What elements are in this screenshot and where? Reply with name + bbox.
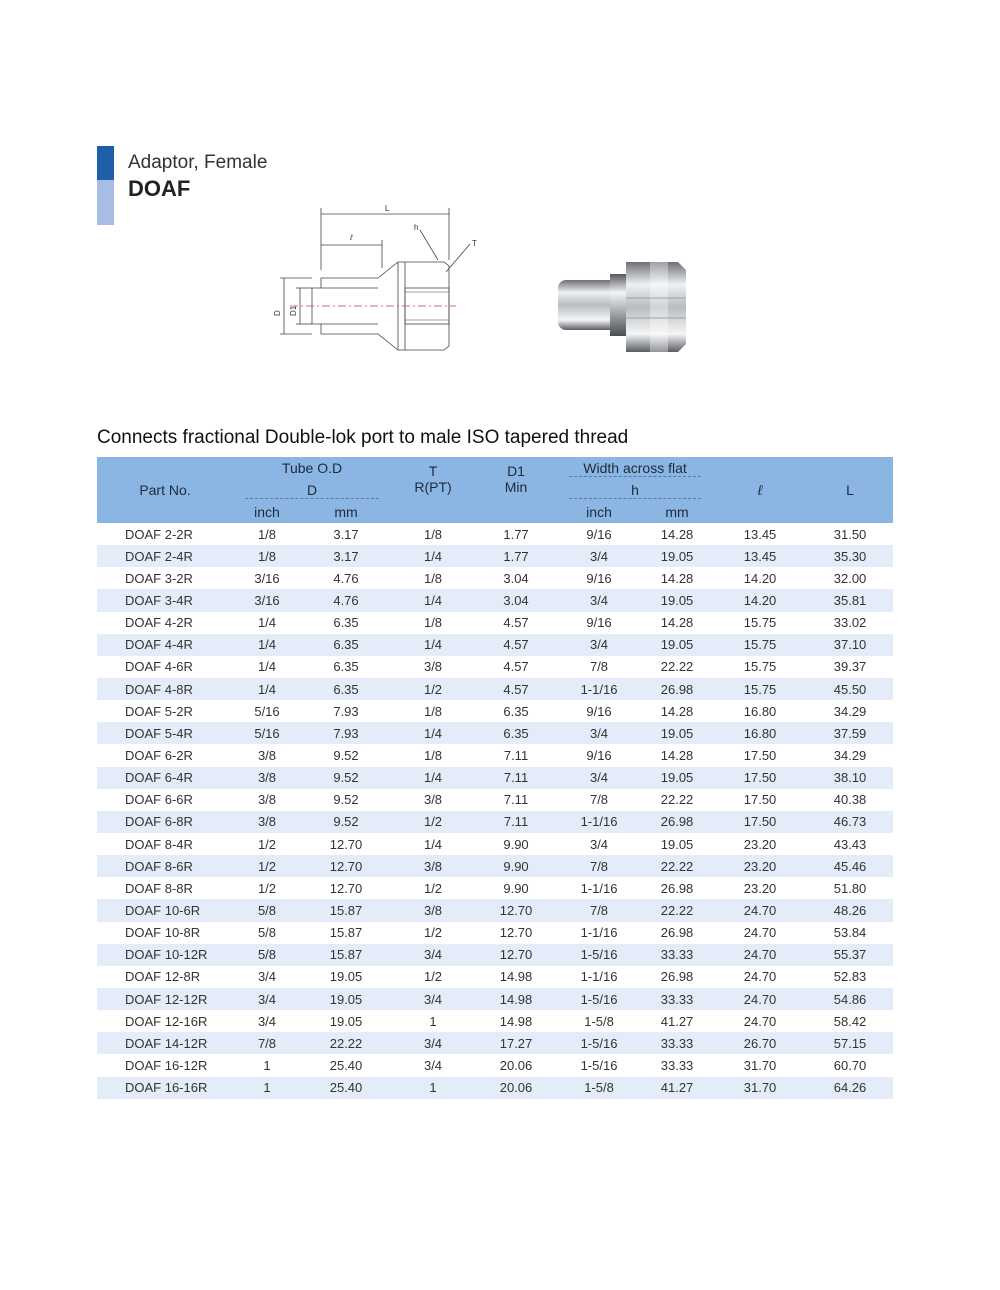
table-cell: 3.04 xyxy=(475,589,557,611)
table-cell: 1/4 xyxy=(257,615,277,631)
table-cell: 19.05 xyxy=(641,722,713,744)
header-tube-od: Tube O.D xyxy=(233,457,391,479)
table-row xyxy=(97,944,893,966)
table-cell: 24.70 xyxy=(713,988,807,1010)
table-cell: 41.27 xyxy=(660,1013,694,1029)
table-cell: 12.70 xyxy=(475,899,557,921)
table-cell: DOAF 5-2R xyxy=(125,703,193,719)
dim-l-label: ℓ xyxy=(350,233,353,242)
table-cell: 17.50 xyxy=(713,811,807,833)
table-cell: 23.20 xyxy=(743,880,777,896)
table-row xyxy=(97,589,893,611)
dim-T-label: T xyxy=(472,239,477,248)
table-cell: 4.57 xyxy=(503,615,529,631)
table-cell: 12.70 xyxy=(329,880,363,896)
table-cell: 37.59 xyxy=(807,722,893,744)
table-cell: DOAF 6-6R xyxy=(125,792,193,808)
table-row xyxy=(97,634,893,656)
table-cell: 5/8 xyxy=(257,925,277,941)
table-cell: 26.98 xyxy=(660,969,694,985)
table-cell: DOAF 16-12R xyxy=(125,1057,208,1073)
table-cell: DOAF 8-6R xyxy=(97,855,233,877)
table-cell: 4.57 xyxy=(503,659,529,675)
table-cell: 33.33 xyxy=(660,1057,694,1073)
header-inch: inch xyxy=(233,501,301,523)
table-cell: 24.70 xyxy=(743,925,777,941)
header-h: h xyxy=(557,479,713,501)
table-cell: 31.70 xyxy=(713,1077,807,1099)
table-cell: 1/4 xyxy=(257,659,277,675)
table-cell: 3/4 xyxy=(423,1057,443,1073)
table-row xyxy=(97,1077,893,1099)
table-cell: 31.70 xyxy=(743,1057,777,1073)
table-cell: 1-5/16 xyxy=(580,1057,618,1073)
table-cell: 14.28 xyxy=(660,615,694,631)
header-part-no: Part No. xyxy=(97,457,233,523)
table-cell: 23.20 xyxy=(743,836,777,852)
table-cell: 6.35 xyxy=(503,703,529,719)
table-cell: 6.35 xyxy=(301,634,391,656)
table-cell: 40.38 xyxy=(833,792,867,808)
table-cell: 4.57 xyxy=(475,678,557,700)
table-cell: 37.10 xyxy=(807,634,893,656)
table-cell: 6.35 xyxy=(333,615,359,631)
table-cell: 33.33 xyxy=(641,988,713,1010)
table-cell: 22.22 xyxy=(641,899,713,921)
table-cell: 1/8 xyxy=(423,703,443,719)
table-cell: 14.20 xyxy=(713,589,807,611)
table-cell: 3/4 xyxy=(391,944,475,966)
table-cell: DOAF 12-8R xyxy=(125,969,201,985)
table-cell: 14.98 xyxy=(475,988,557,1010)
table-cell: 3/8 xyxy=(423,659,443,675)
table-row xyxy=(97,612,893,634)
table-cell: 6.35 xyxy=(301,678,391,700)
table-cell: 1/4 xyxy=(233,678,301,700)
table-cell: 33.33 xyxy=(641,944,713,966)
table-cell: 34.29 xyxy=(833,747,867,763)
table-row xyxy=(97,567,893,589)
table-cell: DOAF 12-16R xyxy=(125,1013,208,1029)
table-cell: 45.46 xyxy=(807,855,893,877)
table-cell: 15.75 xyxy=(713,678,807,700)
table-row xyxy=(97,767,893,789)
table-cell: 12.70 xyxy=(475,944,557,966)
dim-D-label: D xyxy=(273,310,282,316)
table-cell: 39.37 xyxy=(833,659,867,675)
table-cell: 3/4 xyxy=(557,634,641,656)
table-cell: 3/4 xyxy=(257,1013,277,1029)
table-cell: 23.20 xyxy=(713,855,807,877)
table-cell: 16.80 xyxy=(713,722,807,744)
table-row xyxy=(97,988,893,1010)
table-cell: 9.52 xyxy=(301,767,391,789)
table-cell: 3/4 xyxy=(557,767,641,789)
table-cell: 1/8 xyxy=(423,570,443,586)
table-cell: 1/8 xyxy=(423,747,443,763)
table-row xyxy=(97,678,893,700)
table-row xyxy=(97,545,893,567)
table-cell: 43.43 xyxy=(833,836,867,852)
table-cell: 25.40 xyxy=(301,1077,391,1099)
table-cell: 4.57 xyxy=(475,634,557,656)
table-cell: DOAF 10-6R xyxy=(97,899,233,921)
table-cell: 3/4 xyxy=(557,545,641,567)
header-mm-h: mm xyxy=(641,501,713,523)
title-accent-bar xyxy=(97,146,114,180)
table-cell: 33.02 xyxy=(833,615,867,631)
table-cell: 20.06 xyxy=(499,1057,533,1073)
table-cell: 25.40 xyxy=(329,1057,363,1073)
table-cell: 19.05 xyxy=(641,634,713,656)
header-mm: mm xyxy=(301,501,391,523)
table-cell: 6.35 xyxy=(333,659,359,675)
table-cell: DOAF 4-4R xyxy=(97,634,233,656)
table-cell: 15.87 xyxy=(301,944,391,966)
technical-drawing xyxy=(260,200,490,360)
table-cell: 15.75 xyxy=(743,659,777,675)
table-caption: Connects fractional Double-lok port to male ISO tapered thread xyxy=(97,427,629,448)
table-cell: 57.15 xyxy=(807,1032,893,1054)
table-row xyxy=(97,922,893,944)
header-width-across-flat: Width across flat xyxy=(557,457,713,479)
table-cell: 9.90 xyxy=(475,855,557,877)
table-cell: 9/16 xyxy=(586,747,612,763)
product-title: DOAF xyxy=(128,176,191,201)
table-cell: 35.30 xyxy=(807,545,893,567)
table-cell: 1/2 xyxy=(391,811,475,833)
table-cell: DOAF 2-2R xyxy=(125,526,193,542)
table-cell: 4.76 xyxy=(301,589,391,611)
header-l-small: ℓ xyxy=(713,457,807,523)
table-cell: DOAF 3-2R xyxy=(125,570,193,586)
table-cell: 9.52 xyxy=(333,792,359,808)
table-cell: 1/4 xyxy=(391,589,475,611)
table-cell: 1-5/16 xyxy=(557,988,641,1010)
table-row xyxy=(97,1010,893,1032)
table-cell: 1-1/16 xyxy=(557,678,641,700)
table-cell: DOAF 12-12R xyxy=(97,988,233,1010)
table-row xyxy=(97,855,893,877)
table-cell: 9/16 xyxy=(586,526,612,542)
table-cell: 26.98 xyxy=(641,811,713,833)
table-cell: 1 xyxy=(263,1057,271,1073)
table-cell: 15.75 xyxy=(713,634,807,656)
table-cell: 1/4 xyxy=(391,722,475,744)
table-cell: DOAF 16-16R xyxy=(97,1077,233,1099)
table-cell: 33.33 xyxy=(641,1032,713,1054)
table-cell: 7.11 xyxy=(503,792,529,808)
table-cell: 51.80 xyxy=(833,880,867,896)
table-cell: 15.87 xyxy=(301,899,391,921)
header-L: L xyxy=(807,457,893,523)
table-cell: 1.77 xyxy=(475,545,557,567)
dim-h-label: h xyxy=(414,223,419,232)
table-cell: 48.26 xyxy=(807,899,893,921)
table-cell: 3/4 xyxy=(557,589,641,611)
table-cell: 58.42 xyxy=(833,1013,867,1029)
table-cell: 1/4 xyxy=(391,767,475,789)
table-cell: 52.83 xyxy=(833,969,867,985)
table-row xyxy=(97,833,893,855)
table-row xyxy=(97,877,893,899)
table-row xyxy=(97,899,893,921)
table-cell: 7/8 xyxy=(589,659,609,675)
table-cell: DOAF 6-2R xyxy=(125,747,193,763)
table-cell: 19.05 xyxy=(641,767,713,789)
table-cell: 3/8 xyxy=(233,811,301,833)
table-cell: 9/16 xyxy=(586,570,612,586)
table-cell: 7/8 xyxy=(589,792,609,808)
header-inch-h: inch xyxy=(557,501,641,523)
table-cell: 26.98 xyxy=(641,678,713,700)
table-cell: 1/4 xyxy=(423,836,443,852)
table-cell: 1-5/8 xyxy=(557,1077,641,1099)
table-cell: 1/2 xyxy=(423,969,443,985)
table-cell: 1/4 xyxy=(391,634,475,656)
table-cell: 12.70 xyxy=(499,925,533,941)
table-cell: DOAF 4-8R xyxy=(97,678,233,700)
table-row xyxy=(97,811,893,833)
table-cell: 38.10 xyxy=(807,767,893,789)
table-row xyxy=(97,1054,893,1076)
dim-L-label: L xyxy=(385,204,390,213)
table-cell: 1 xyxy=(429,1013,437,1029)
table-cell: 17.50 xyxy=(713,767,807,789)
table-cell: DOAF 8-8R xyxy=(125,880,193,896)
table-cell: 3/8 xyxy=(391,855,475,877)
table-cell: 4.76 xyxy=(333,570,359,586)
table-cell: 7/8 xyxy=(557,899,641,921)
table-cell: 45.50 xyxy=(807,678,893,700)
header-d: D xyxy=(233,479,391,501)
table-cell: 3.04 xyxy=(503,570,529,586)
table-cell: 1-5/16 xyxy=(557,944,641,966)
table-cell: 32.00 xyxy=(833,570,867,586)
table-cell: 64.26 xyxy=(807,1077,893,1099)
table-cell: 1/2 xyxy=(423,925,443,941)
table-row xyxy=(97,656,893,678)
table-cell: 26.98 xyxy=(660,880,694,896)
table-cell: 17.50 xyxy=(743,792,777,808)
table-cell: 19.05 xyxy=(301,988,391,1010)
table-cell: 3/4 xyxy=(557,722,641,744)
table-row xyxy=(97,744,893,766)
spec-table-body xyxy=(97,523,893,1099)
table-cell: 35.81 xyxy=(807,589,893,611)
table-cell: 17.50 xyxy=(743,747,777,763)
table-cell: 9/16 xyxy=(586,615,612,631)
table-cell: 19.05 xyxy=(641,589,713,611)
table-cell: 14.28 xyxy=(660,526,694,542)
table-cell: 26.70 xyxy=(713,1032,807,1054)
table-cell: 24.70 xyxy=(713,899,807,921)
table-cell: 46.73 xyxy=(807,811,893,833)
table-cell: 15.87 xyxy=(329,925,363,941)
table-cell: 1-1/16 xyxy=(580,969,618,985)
table-cell: 22.22 xyxy=(660,792,694,808)
table-cell: 20.06 xyxy=(475,1077,557,1099)
table-cell: 55.37 xyxy=(807,944,893,966)
table-cell: 13.45 xyxy=(743,526,777,542)
table-cell: 22.22 xyxy=(641,855,713,877)
table-cell: DOAF 4-6R xyxy=(125,659,193,675)
table-cell: 3/8 xyxy=(257,792,277,808)
table-cell: 3/8 xyxy=(391,899,475,921)
table-cell: 9.90 xyxy=(503,880,529,896)
table-cell: 12.70 xyxy=(301,855,391,877)
table-cell: 3/4 xyxy=(391,988,475,1010)
table-cell: 31.50 xyxy=(833,526,867,542)
table-cell: 14.28 xyxy=(660,747,694,763)
table-cell: 22.22 xyxy=(660,659,694,675)
table-cell: 14.98 xyxy=(499,1013,533,1029)
table-cell: 14.28 xyxy=(660,570,694,586)
table-cell: DOAF 14-12R xyxy=(97,1032,233,1054)
table-cell: 60.70 xyxy=(833,1057,867,1073)
table-cell: 3/4 xyxy=(391,1032,475,1054)
table-cell: 3/4 xyxy=(257,969,277,985)
table-row xyxy=(97,1032,893,1054)
title-accent-bar-light xyxy=(97,180,114,225)
table-cell: DOAF 10-8R xyxy=(125,925,201,941)
table-cell: 3/16 xyxy=(233,589,301,611)
table-cell: 3/8 xyxy=(423,792,443,808)
table-cell: 7.11 xyxy=(475,811,557,833)
table-cell: 7/8 xyxy=(233,1032,301,1054)
table-cell: 14.28 xyxy=(660,703,694,719)
table-cell: 1/2 xyxy=(257,880,277,896)
table-cell: 3.17 xyxy=(301,545,391,567)
table-cell: DOAF 4-2R xyxy=(125,615,193,631)
table-cell: 3/4 xyxy=(233,988,301,1010)
table-row xyxy=(97,700,893,722)
table-cell: 1-5/8 xyxy=(584,1013,614,1029)
table-cell: DOAF 3-4R xyxy=(97,589,233,611)
table-cell: 1 xyxy=(391,1077,475,1099)
table-cell: 1 xyxy=(233,1077,301,1099)
table-cell: DOAF 8-4R xyxy=(125,836,193,852)
table-cell: 26.98 xyxy=(660,925,694,941)
header-t: T R(PT) xyxy=(391,457,475,501)
table-cell: 1/8 xyxy=(423,615,443,631)
table-cell: 3/16 xyxy=(254,570,280,586)
table-cell: 3/8 xyxy=(233,767,301,789)
table-cell: 5/8 xyxy=(233,899,301,921)
table-cell: 1.77 xyxy=(503,526,529,542)
spec-table xyxy=(97,457,893,1099)
table-cell: 1/2 xyxy=(423,880,443,896)
table-cell: 1/2 xyxy=(391,678,475,700)
table-cell: 1/8 xyxy=(423,526,443,542)
table-cell: 41.27 xyxy=(641,1077,713,1099)
table-cell: 14.98 xyxy=(499,969,533,985)
table-cell: 6.35 xyxy=(475,722,557,744)
table-cell: 5/8 xyxy=(233,944,301,966)
table-cell: 9.52 xyxy=(301,811,391,833)
table-cell: DOAF 6-4R xyxy=(97,767,233,789)
table-cell: 3/4 xyxy=(589,836,609,852)
table-cell: 9.52 xyxy=(333,747,359,763)
product-photo xyxy=(548,248,718,366)
dim-D1-label: D1 xyxy=(289,305,298,316)
table-cell: 1-1/16 xyxy=(580,925,618,941)
table-cell: 1-1/16 xyxy=(580,880,618,896)
product-subtitle: Adaptor, Female xyxy=(128,152,268,173)
table-cell: 5/16 xyxy=(254,703,280,719)
table-cell: 1/8 xyxy=(257,526,277,542)
table-cell: 24.70 xyxy=(743,1013,777,1029)
table-cell: 14.20 xyxy=(743,570,777,586)
table-cell: 1/4 xyxy=(233,634,301,656)
table-cell: 5/16 xyxy=(233,722,301,744)
table-cell: 13.45 xyxy=(713,545,807,567)
table-cell: 1/2 xyxy=(233,855,301,877)
table-cell: 12.70 xyxy=(329,836,363,852)
table-cell: 16.80 xyxy=(743,703,777,719)
table-cell: 1/8 xyxy=(233,545,301,567)
table-cell: 1/4 xyxy=(391,545,475,567)
table-cell: 7.11 xyxy=(475,767,557,789)
table-cell: 1/2 xyxy=(257,836,277,852)
table-cell: 24.70 xyxy=(713,944,807,966)
table-cell: DOAF 10-12R xyxy=(97,944,233,966)
header-d1: D1 Min xyxy=(475,457,557,501)
table-row xyxy=(97,722,893,744)
table-cell: 7.93 xyxy=(301,722,391,744)
table-cell: 7/8 xyxy=(557,855,641,877)
table-cell: 19.05 xyxy=(660,836,694,852)
table-cell: 19.05 xyxy=(329,969,363,985)
table-cell: 24.70 xyxy=(743,969,777,985)
table-cell: DOAF 6-8R xyxy=(97,811,233,833)
table-cell: DOAF 2-4R xyxy=(97,545,233,567)
table-cell: 15.75 xyxy=(743,615,777,631)
table-cell: 1-1/16 xyxy=(557,811,641,833)
table-cell: 53.84 xyxy=(833,925,867,941)
table-cell: 3/8 xyxy=(257,747,277,763)
table-cell: 17.27 xyxy=(475,1032,557,1054)
table-cell: DOAF 5-4R xyxy=(97,722,233,744)
table-cell: 7.11 xyxy=(503,747,529,763)
table-cell: 22.22 xyxy=(301,1032,391,1054)
table-row xyxy=(97,789,893,811)
table-cell: 19.05 xyxy=(329,1013,363,1029)
table-cell: 1-5/16 xyxy=(557,1032,641,1054)
table-cell: 3.17 xyxy=(333,526,359,542)
table-cell: 9/16 xyxy=(586,703,612,719)
table-row xyxy=(97,523,893,545)
table-cell: 7.93 xyxy=(333,703,359,719)
table-cell: 19.05 xyxy=(641,545,713,567)
table-row xyxy=(97,966,893,988)
table-cell: 34.29 xyxy=(833,703,867,719)
table-cell: 9.90 xyxy=(503,836,529,852)
table-cell: 54.86 xyxy=(807,988,893,1010)
